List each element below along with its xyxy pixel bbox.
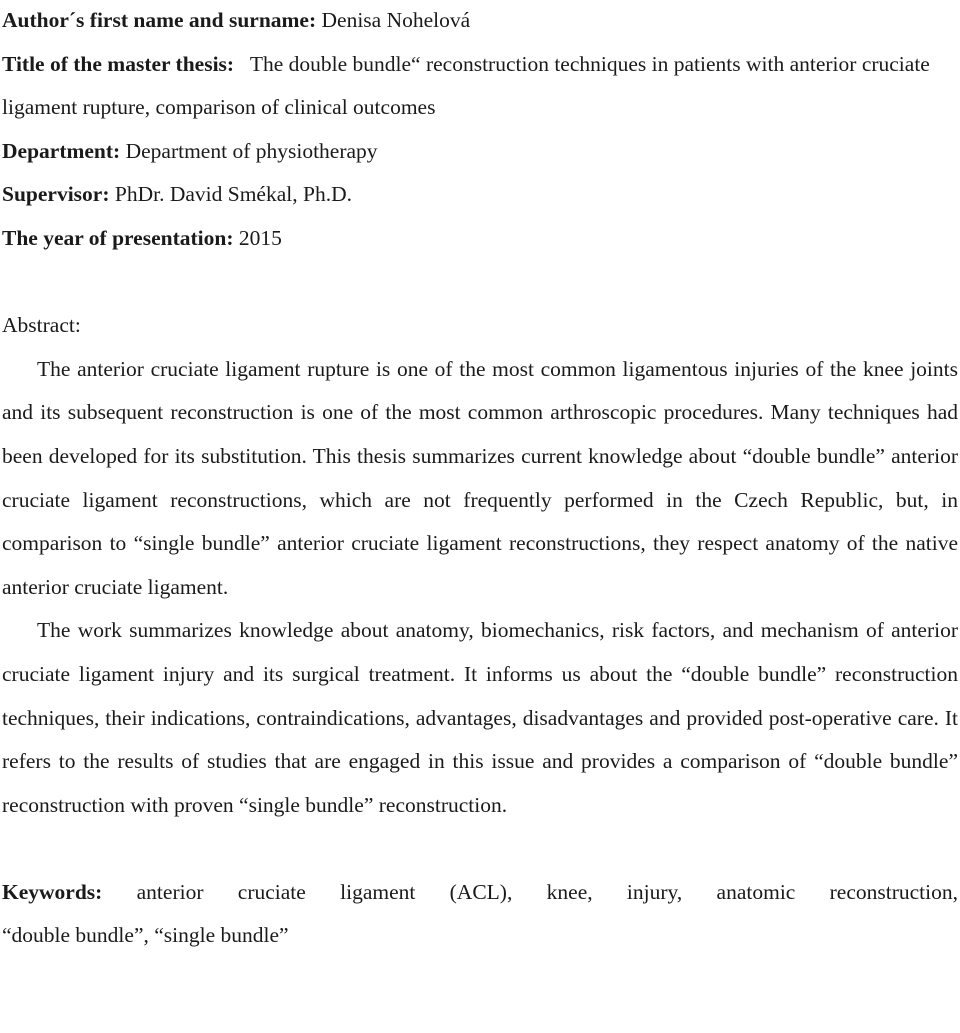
supervisor-line: [2, 173, 958, 217]
author-value: Denisa Nohelová: [321, 8, 471, 32]
blank-line: [2, 827, 958, 871]
department-line: [2, 130, 958, 174]
keywords-line-2: “double bundle”, “single bundle”: [2, 923, 289, 948]
supervisor-value: PhDr. David Smékal, Ph.D.: [114, 182, 352, 207]
title-label: Title of the master thesis:: [2, 51, 235, 76]
author-line: [2, 0, 958, 43]
abstract-heading: Abstract:: [2, 313, 81, 338]
keywords-line-1: [2, 871, 958, 915]
department-label: Department:: [2, 138, 121, 163]
thesis-metadata: [2, 0, 958, 261]
abstract-paragraph-2: The work summarizes knowledge about anatomy, biomechanics, risk factors, and mechanism of anterior cruciate ligament injury and its surgical treatment. It informs us about the “double bundle” reconstruction techniques, their indications, contraindications, advantages, disadvantages and provided post-operative care. It refers to the results of studies that are engaged in this issue and provides a comparison of “double bundle” reconstruction with proven “single bundle” reconstruction.: [2, 618, 958, 817]
abstract-paragraph-1: The anterior cruciate ligament rupture is one of the most common ligamentous injuries of the knee joints and its subsequent reconstruction is one of the most common arthroscopic procedures. Many techniques had been developed for its substitution. This thesis summarizes current knowledge about “double bundle” anterior cruciate ligament reconstructions, which are not frequently performed in the Czech Republic, but, in comparison to “single bundle” anterior cruciate ligament reconstructions, they respect anatomy of the native anterior cruciate ligament.: [2, 356, 958, 599]
year-label: The year of presentation:: [2, 225, 234, 250]
department-value: Department of physiotherapy: [125, 138, 378, 163]
title-value: The double bundle“ reconstruction techniques in patients with anterior cruciate ligament rupture, comparison of clinical outcomes: [2, 51, 930, 120]
author-label: Author´s first name and surname:: [2, 8, 317, 32]
supervisor-label: Supervisor:: [2, 182, 110, 207]
keywords-section: [2, 871, 958, 958]
year-line: [2, 217, 958, 261]
year-value: 2015: [238, 225, 282, 250]
title-line: [2, 43, 958, 130]
keywords-value-1: anterior cruciate ligament (ACL), knee, injury, anatomic reconstruction,: [136, 879, 959, 904]
abstract-section: [2, 304, 958, 827]
blank-line: [2, 261, 958, 305]
keywords-label: Keywords:: [2, 879, 103, 904]
